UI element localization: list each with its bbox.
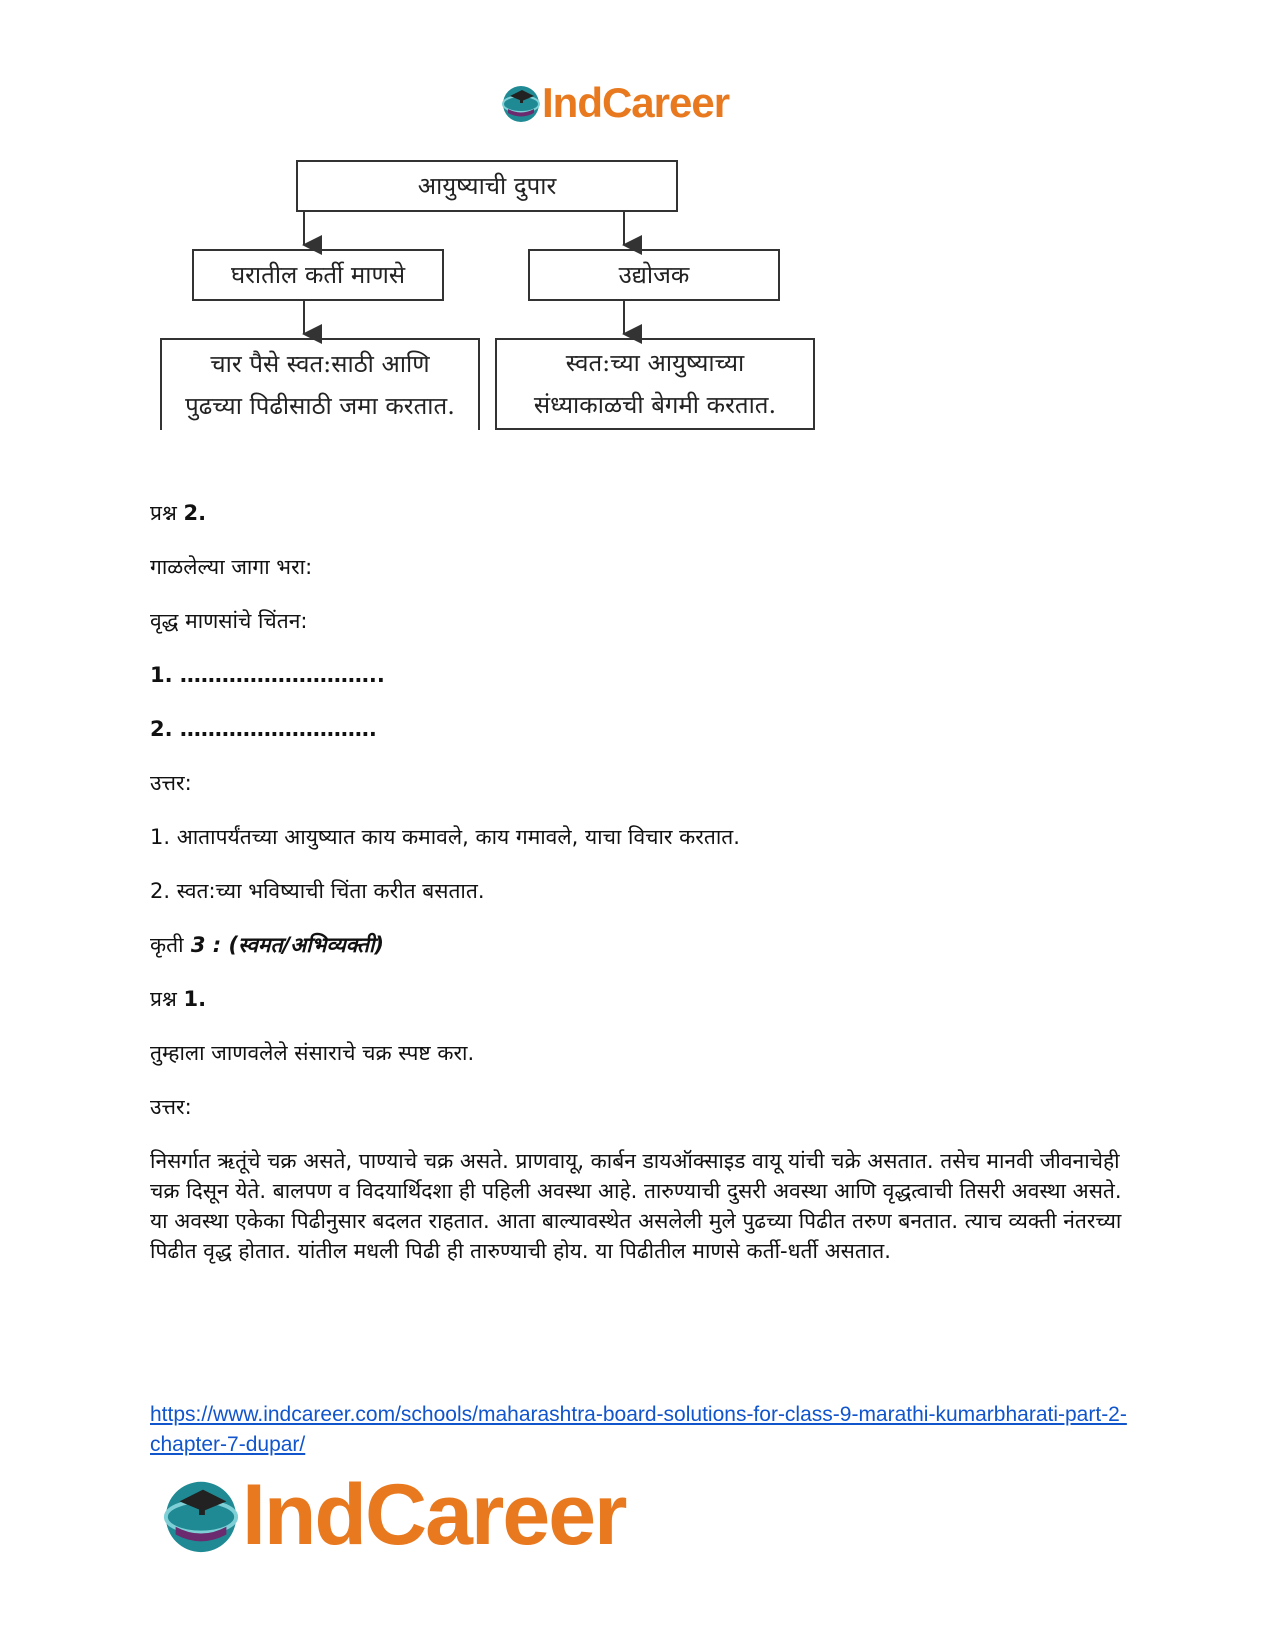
diagram-left-leaf-box bbox=[160, 338, 480, 430]
fill-blanks-instruction: गाळलेल्या जागा भरा: bbox=[150, 555, 313, 579]
question-number: 2. bbox=[183, 501, 207, 525]
logo-brand-text: IndCareer bbox=[542, 79, 730, 126]
answer-label-2: उत्तर: bbox=[150, 1095, 192, 1119]
blank-2: 2. ………………………. bbox=[150, 717, 377, 741]
logo-brand-text: IndCareer bbox=[242, 1467, 626, 1563]
elder-thoughts-heading: वृद्ध माणसांचे चिंतन: bbox=[150, 609, 308, 633]
answer-label-1: उत्तर: bbox=[150, 771, 192, 795]
activity-3-heading bbox=[150, 930, 384, 960]
blank-1: 1. ……………………….. bbox=[150, 663, 385, 687]
answer-2-paragraph: निसर्गात ऋतूंचे चक्र असते, पाण्याचे चक्र असते. प्राणवायू, कार्बन डायऑक्साइड वायू यांची चक्रे असतात. तसेच मानवी जीवनाचेही चक्र दिसून येते. बालपण व विदयार्थिदशा ही पहिली अवस्था आहे. तारुण्याची दुसरी अवस्था आणि वृद्धत्वाची तिसरी अवस्था असते. या अवस्था एकेका पिढीनुसार बदलत राहतात. आता बाल्यावस्थेत असलेली मुले पुढच्या पिढीत तरुण बनतात. त्याच व्यक्ती नंतरच्या पिढीत वृद्ध होतात. यांतील मधली पिढी ही तारुण्याची होय. या पिढीतील माणसे कर्ती-धर्ती असतात. bbox=[150, 1149, 1122, 1263]
source-url-link[interactable]: https://www.indcareer.com/schools/maharashtra-board-solutions-for-class-9-marathi-kumarbharati-part-2-chapter-7-dupar/ bbox=[150, 1403, 1127, 1456]
right-leaf-line-1: स्वत:च्या आयुष्याच्या bbox=[565, 349, 745, 377]
question-number: 1. bbox=[183, 987, 207, 1011]
diagram-left-box: घरातील कर्ती माणसे bbox=[192, 249, 444, 301]
activity-label: कृती bbox=[150, 933, 184, 957]
life-noon-diagram bbox=[150, 155, 830, 445]
answer-1-item-2: 2. स्वत:च्या भविष्याची चिंता करीत बसतात. bbox=[150, 879, 485, 903]
indcareer-logo-bottom bbox=[160, 1467, 626, 1563]
left-leaf-line-2: पुढच्या पिढीसाठी जमा करतात. bbox=[185, 392, 455, 420]
question-1-text: तुम्हाला जाणवलेले संसाराचे चक्र स्पष्ट करा. bbox=[150, 1041, 475, 1065]
indcareer-logo-top bbox=[500, 78, 729, 128]
left-leaf-line-1: चार पैसे स्वत:साठी आणि bbox=[210, 350, 430, 378]
diagram-right-leaf-box bbox=[495, 338, 815, 430]
question-label: प्रश्न bbox=[150, 987, 177, 1011]
question-1-heading bbox=[150, 984, 206, 1014]
right-leaf-line-2: संध्याकाळची बेगमी करतात. bbox=[533, 391, 777, 419]
diagram-right-box: उद्योजक bbox=[528, 249, 780, 301]
globe-graduate-icon bbox=[500, 82, 542, 124]
question-2-heading bbox=[150, 498, 206, 528]
globe-graduate-icon bbox=[160, 1474, 242, 1556]
diagram-root-box: आयुष्याची दुपार bbox=[296, 160, 678, 212]
question-label: प्रश्न bbox=[150, 501, 177, 525]
answer-1-item-1: 1. आतापर्यंतच्या आयुष्यात काय कमावले, काय गमावले, याचा विचार करतात. bbox=[150, 825, 740, 849]
activity-subtitle: 3 : (स्वमत/अभिव्यक्ती) bbox=[183, 933, 385, 957]
